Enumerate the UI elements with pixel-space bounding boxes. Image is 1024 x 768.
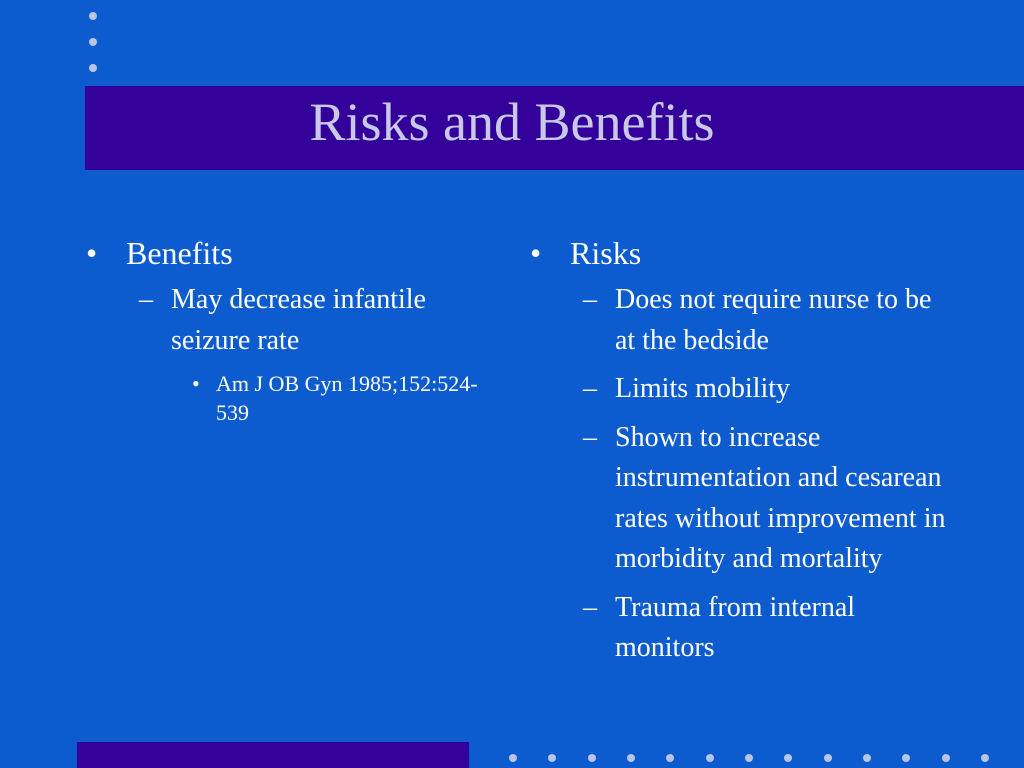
dot-icon (824, 754, 832, 762)
dot-icon (902, 754, 910, 762)
dot-icon (666, 754, 674, 762)
risks-heading-item (530, 232, 950, 274)
citation-text: Am J OB Gyn 1985;152:524-539 (216, 371, 478, 425)
benefits-column (86, 232, 496, 427)
decorative-dots-bottom (0, 754, 1024, 764)
risks-heading: Risks (570, 235, 642, 271)
dot-icon (863, 754, 871, 762)
list-item (126, 280, 496, 361)
bullet-icon: • (192, 371, 200, 396)
dash-icon: – (139, 284, 153, 315)
dot-icon (942, 754, 950, 762)
dot-icon (745, 754, 753, 762)
dash-icon: – (583, 421, 597, 453)
list-item-text: May decrease infantile seizure rate (171, 284, 426, 356)
list-item-text: Does not require nurse to be at the bedside (615, 284, 932, 356)
list-item (570, 280, 950, 361)
title-band (85, 86, 1024, 170)
dot-icon (89, 12, 97, 20)
citation-item (192, 369, 496, 427)
dot-icon (627, 754, 635, 762)
dot-icon (89, 64, 97, 72)
dot-icon (89, 38, 97, 46)
dot-icon (784, 754, 792, 762)
risks-column (530, 232, 950, 677)
list-item-text: Limits mobility (615, 373, 791, 404)
bullet-icon: • (86, 235, 98, 271)
bullet-icon: • (530, 235, 542, 271)
dot-icon (981, 754, 989, 762)
list-item (570, 369, 950, 410)
benefits-heading: Benefits (126, 235, 233, 271)
list-item-text: Trauma from internal monitors (615, 591, 856, 663)
list-item (570, 588, 950, 669)
slide-title: Risks and Benefits (309, 92, 715, 152)
dash-icon: – (583, 373, 597, 404)
dot-icon (706, 754, 714, 762)
dot-icon (509, 754, 517, 762)
list-item-text: Shown to increase instrumentation and cesarean rates without improvement in morbidity and mortality (615, 421, 946, 574)
dash-icon: – (583, 591, 597, 623)
list-item (570, 418, 950, 580)
benefits-heading-item (86, 232, 496, 274)
dot-icon (548, 754, 556, 762)
dash-icon: – (583, 284, 597, 315)
dot-icon (588, 754, 596, 762)
